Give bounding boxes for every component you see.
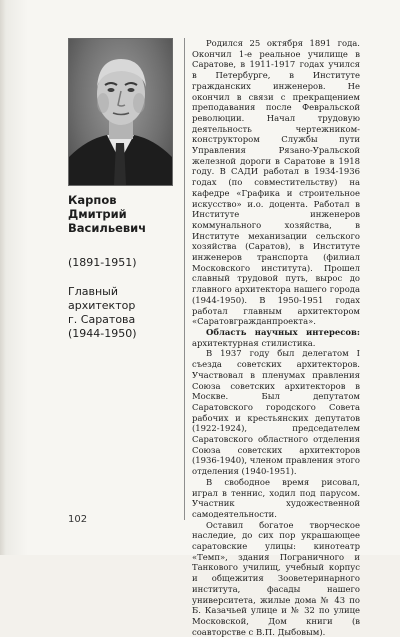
name-line: Васильевич (68, 221, 147, 235)
person-role (68, 285, 180, 341)
research-interests (192, 327, 360, 348)
paragraph: Родился 25 октября 1891 года. Окончил 1-е реальное училище в Саратове, в 1911-1917 годах учился в Петербурге, в Институте гражданских инженеров. Не окончил в связи с прекращением преподавания после Февральской революции. Начал трудовую деятельность чертежником-конструктором Службы пути Управления Рязано-Уральской железной дороги в Саратове в 1918 году. В САДИ работал в 1934-1936 годах (по совместительству) на кафедре «Графика и строительное искусство» и.о. доцента. Работал в Институте инженеров коммунального хозяйства, в Институте механизации сельского хозяйства (Саратов), в Институте инженеров транспорта (филиал Московского института). Прошел славный трудовой путь, вырос до главного архитектора нашего города (1944-1950). В 1950-1951 годах работал главным архитектором «Саратовгражданпроекта». (192, 38, 360, 327)
role-line: (1944-1950) (68, 327, 137, 340)
role-line: Главный (68, 285, 118, 298)
life-years: (1891-1951) (68, 256, 137, 269)
role-line: архитектор (68, 299, 136, 312)
role-line: г. Саратова (68, 313, 136, 326)
paragraph: В 1937 году был делегатом I съезда советских архитекторов. Участвовал в пленумах правления Союза советских архитекторов в Москве. Был депутатом Саратовского городского Совета рабочих и крестьянских депутатов (1922-1924), председателем Саратовского областного отделения Союза советских архитекторов (1936-1940), членом правления этого отделения (1940-1951). (192, 348, 361, 477)
biography-text (192, 38, 360, 637)
person-name (68, 193, 180, 235)
paragraph: Оставил богатое творческое наследие, до сих пор украшающее саратовские улицы: кинотеатр «Темп», здания Пограничного и Танкового училищ, учебный корпус и общежития Зооветеринарного института, фасады нашего университета, жилые дома № 43 по Б. Казачьей улице и № 32 по улице Московской, Дом книги (в соавторстве с В.П. Дыбовым). (192, 519, 360, 637)
portrait-photo (68, 38, 173, 186)
vertical-divider (184, 38, 185, 520)
interests-text: архитектурная стилистика. (192, 337, 316, 348)
page-number: 102 (68, 514, 88, 525)
name-line: Дмитрий (68, 207, 127, 221)
paragraph: В свободное время рисовал, играл в теннис, ходил под парусом. Участник художественной самодеятельности. (192, 476, 360, 519)
interests-label: Область научных интересов: (206, 326, 360, 337)
name-line: Карпов (68, 193, 117, 207)
